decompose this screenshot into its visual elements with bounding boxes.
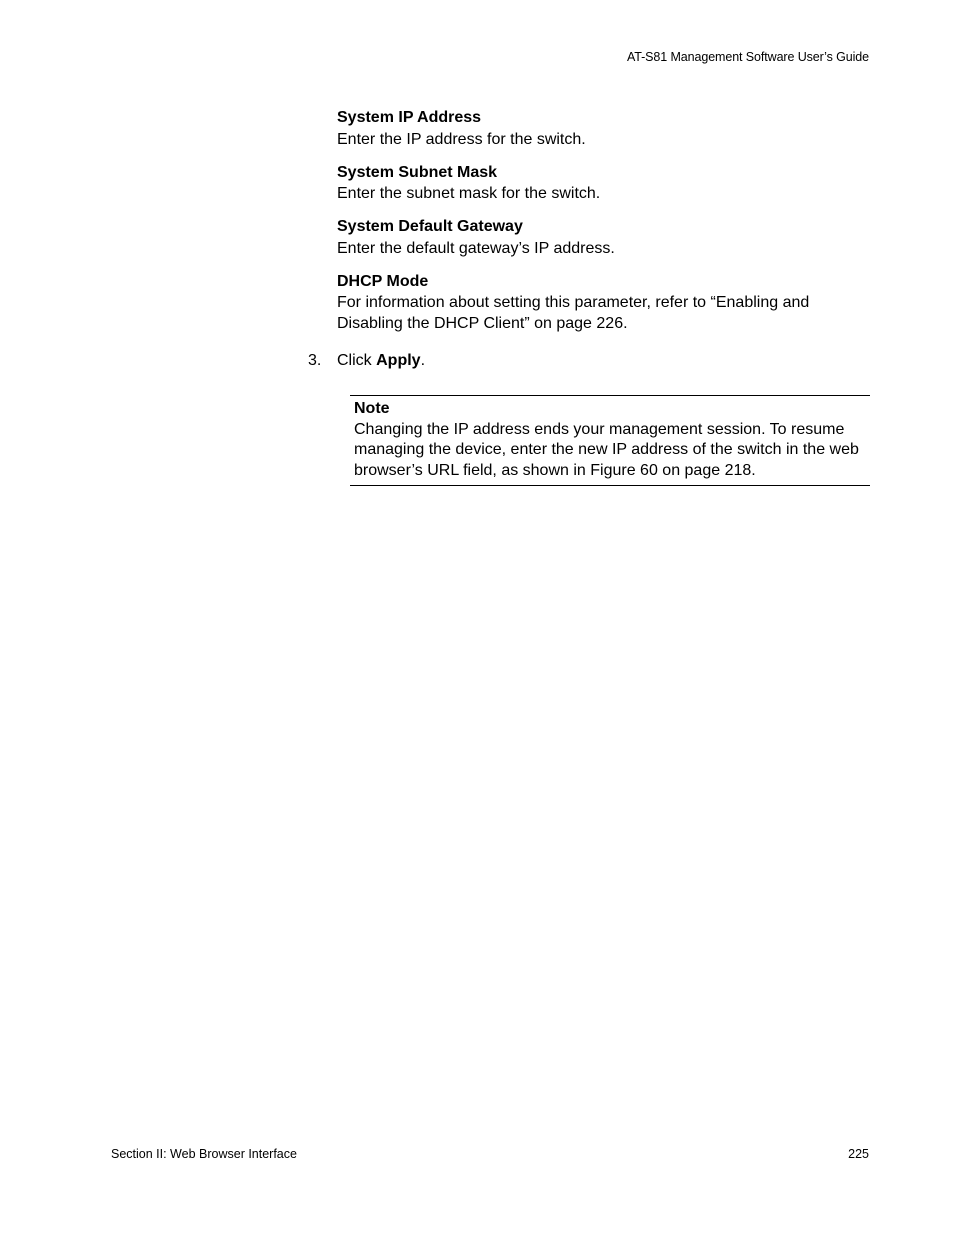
param-title: System IP Address xyxy=(337,109,482,126)
step-number: 3. xyxy=(308,352,322,369)
param-description: For information about setting this parameter, refer to “Enabling and Disabling the DHCP Client” on page 226. xyxy=(337,294,810,332)
step-prefix: Click xyxy=(337,352,377,369)
note-box xyxy=(350,395,870,486)
step-apply xyxy=(308,350,425,371)
param-system-default-gateway xyxy=(337,217,870,259)
footer-page-number: 225 xyxy=(848,1147,869,1161)
running-header: AT-S81 Management Software User’s Guide xyxy=(626,50,869,64)
param-description: Enter the default gateway’s IP address. xyxy=(337,239,615,257)
note-title: Note xyxy=(354,400,390,417)
param-description: Enter the subnet mask for the switch. xyxy=(337,185,601,202)
param-title: System Subnet Mask xyxy=(337,163,498,181)
parameter-list xyxy=(337,108,870,347)
param-title: DHCP Mode xyxy=(337,272,429,290)
step-emphasis: Apply xyxy=(376,352,421,369)
footer-section: Section II: Web Browser Interface xyxy=(111,1147,297,1161)
param-title: System Default Gateway xyxy=(337,218,523,235)
param-system-ip-address xyxy=(337,108,870,150)
param-system-subnet-mask xyxy=(337,163,870,205)
note-body: Changing the IP address ends your management session. To resume managing the device, enter the new IP address of the switch in the web browser’s URL field, as shown in Figure 60 on page 218. xyxy=(354,420,859,479)
param-description: Enter the IP address for the switch. xyxy=(337,130,586,148)
step-suffix: . xyxy=(420,352,426,369)
param-dhcp-mode xyxy=(337,272,870,335)
